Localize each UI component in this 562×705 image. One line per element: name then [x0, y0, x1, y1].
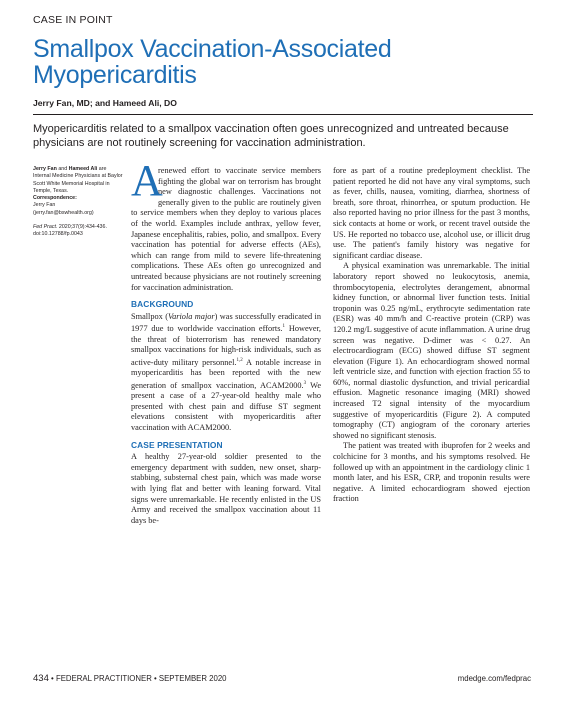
header-divider [33, 114, 533, 115]
correspondence-name: Jerry Fan [33, 202, 56, 209]
article-title: Smallpox Vaccination-Associated Myopericarditis [33, 35, 392, 89]
background-heading: BACKGROUND [131, 299, 194, 310]
intro-paragraph: A renewed effort to vaccinate service members fighting the global war on terrorism has brought new diagnostic challenges. Vaccinations not generally given to the public are routinely given to service members when they deploy to various places of the world. Examples include anthrax, yellow fever, Japanese encephalitis, rabies, polio, and smallpox. Every vaccination has potential for adverse effects (AEs), which can range from mild to severe life-threatening complications. These AEs often go unrecognized and untreated because physicians are not routinely screening for vaccination administration. [131, 156, 321, 292]
page-number: 434 [33, 673, 49, 684]
body-column-1 [131, 156, 322, 526]
case-paragraph-3: The patient was treated with ibuprofen for 2 weeks and colchicine for 3 months, and his symptoms resolved. He followed up with an appointment in the cardiology clinic 1 month later, and his ESR, CRP, and troponin results were negative. A limited echocardiogram showed ejection fraction [333, 441, 530, 504]
correspondence-email: (jerry.fan@bswhealth.org) [33, 209, 94, 216]
background-paragraph: Smallpox (Variola major) was successfully eradicated in 1977 due to worldwide vaccination efforts.$^1$ However, the threat of bioterrorism has renewed mandatory smallpox vaccinations for high-risk individuals, such as active-duty military personnel.$^{1,2}$ A notable increase in myopericarditis has been reported with the new generation of smallpox vaccination, ACAM2000.$^3$ We present a case of a 27-year-old healthy male who presented with chest pain and diffuse ST segment elevations consistent with myopericarditis after vaccination with ACAM2000. [131, 311, 322, 432]
case-paragraph-2: A physical examination was unremarkable. The initial laboratory report showed no leukocytosis, anemia, thrombocytopenia, electrolytes derangement, abnormal kidney function, or abnormal liver function tests. Initial troponin was 0.25 ng/mL, erythrocyte sedimentation rate (ESR) was 40 mm/h and C-reactive protein (CRP) was 120.2 mg/L suggestive of acute inflammation. A urine drug screen was negative. D-dimer was < 0.27. An electrocardiogram (ECG) showed diffuse ST segment elevation (Figure 1). An echocardiogram showed normal left ventricle size, and function with ejection fraction 55 to 60%, normal diastolic dysfunction, and trivial pericardial effusion. Magnetic resonance imaging (MRI) showed increased T2 signal intensity of the myocardium suggestive of myopericarditis (Figure 2). A computed tomography (CT) angiogram of the coronary arteries showed no significant stenosis. [333, 261, 530, 440]
page-footer [33, 673, 227, 684]
author-byline: Jerry Fan, MD; and Hameed Ali, DO [33, 98, 177, 108]
body-column-2 [333, 166, 530, 505]
issue-date: SEPTEMBER 2020 [158, 674, 227, 683]
doi: doi:10.12788/fp.0043 [33, 231, 83, 238]
journal-url: mdedge.com/fedprac [457, 674, 531, 683]
case-presentation-heading: CASE PRESENTATION [131, 439, 223, 450]
journal-name: FEDERAL PRACTITIONER [55, 674, 152, 683]
footer-separator: • [154, 674, 157, 683]
dropcap: A [131, 156, 163, 205]
section-label: CASE IN POINT [33, 14, 113, 26]
author-sidebar [33, 166, 123, 239]
case-paragraph-1a: A healthy 27-year-old soldier presented to the emergency department with sudden, new onset, sharp-stabbing, substernal chest pain, which was made worse with lying flat and better with leaning forward. Vital signs were unremarkable. He recently enlisted in the US Army and received the smallpox vaccination about 11 days be- [131, 452, 321, 525]
article-deck: Myopericarditis related to a smallpox vaccination often goes unrecognized and untreated because physicians are not routinely screening for vaccination administration. [33, 123, 509, 149]
footer-separator: • [51, 674, 54, 683]
correspondence-label: Correspondence: [33, 195, 77, 202]
author-affiliation: Jerry Fan and Hameed Ali are Internal Medicine Physicians at Baylor Scott White Memorial Hospital in Temple, Texas. [33, 166, 123, 194]
citation: Fed Pract. 2020;37(9):434-436. [33, 224, 107, 231]
case-paragraph-1b: fore as part of a routine predeployment checklist. The patient reported he did not have any viral symptoms, such as fever, chills, nausea, vomiting, diarrhea, shortness of breath, sore throat, rhinorrhea, or sputum production. He also reported having no prior illness for the past 3 months, sick contacts at home or work, or recent travel outside the US. He reported no tobacco use, alcohol use, or illicit drug use. The patient's family history was negative for significant cardiac disease. [333, 166, 530, 260]
